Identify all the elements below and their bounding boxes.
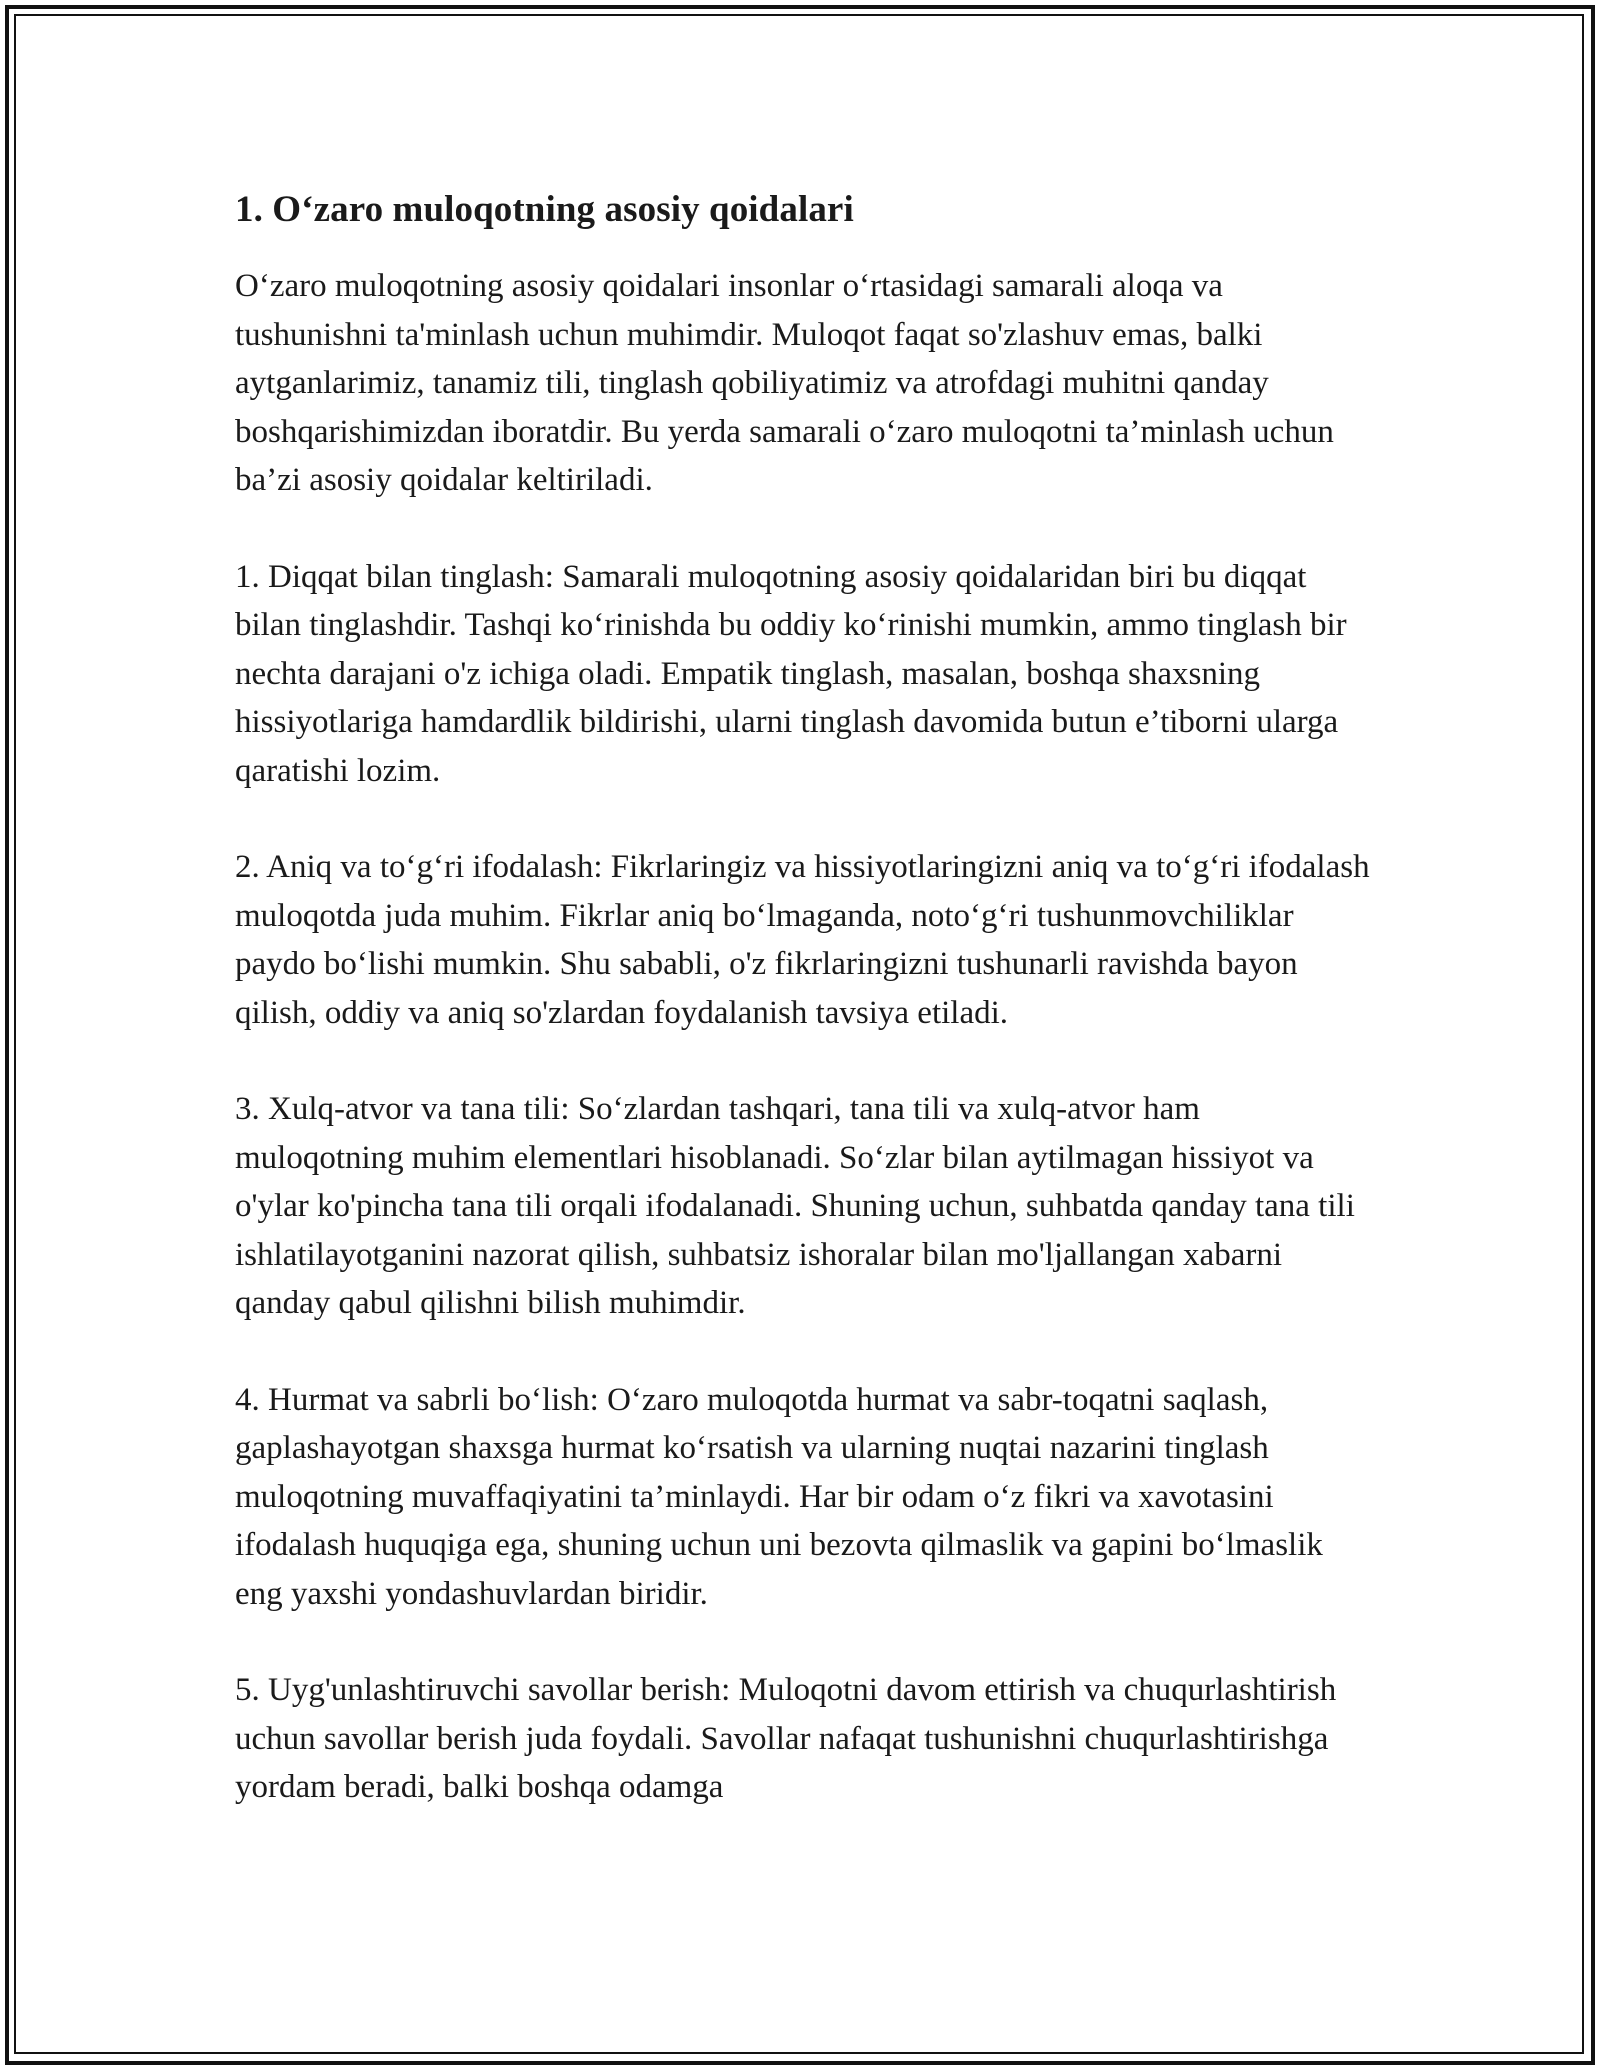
intro-paragraph: Oʻzaro muloqotning asosiy qoidalari insonlar oʻrtasidagi samarali aloqa va tushunishni ta'minlash uchun muhimdir. Muloqot faqat so'zlashuv emas, balki aytganlarimiz, tanamiz tili, tinglash qobiliyatimiz va atrofdagi muhitni qanday boshqarishimizdan iboratdir. Bu yerda samarali oʻzaro muloqotni ta’minlash uchun ba’zi asosiy qoidalar keltiriladi. <box>235 268 1334 498</box>
document-body <box>235 186 1370 1860</box>
paragraph-respect: 4. Hurmat va sabrli boʻlish: Oʻzaro muloqotda hurmat va sabr-toqatni saqlash, gaplashayotgan shaxsga hurmat koʻrsatish va ularning nuqtai nazarini tinglash muloqotning muvaffaqiyatini ta’minlaydi. Har bir odam oʻz fikri va xavotasini ifodalash huquqiga ega, shuning uchun uni bezovta qilmaslik va gapini boʻlmaslik eng yaxshi yondashuvlardan biridir. <box>235 1381 1323 1612</box>
section-title: 1. Oʻzaro muloqotning asosiy qoidalari <box>235 189 854 230</box>
paragraph-questions: 5. Uyg'unlashtiruvchi savollar berish: Muloqotni davom ettirish va chuqurlashtirish uchun savollar berish juda foydali. Savollar nafaqat tushunishni chuqurlashtirishga yordam beradi, balki boshqa odamga <box>235 1672 1337 1805</box>
paragraph-listening: 1. Diqqat bilan tinglash: Samarali muloqotning asosiy qoidalaridan biri bu diqqat bilan tinglashdir. Tashqi koʻrinishda bu oddiy koʻrinishi mumkin, ammo tinglash bir nechta darajani o'z ichiga oladi. Empatik tinglash, masalan, boshqa shaxsning hissiyotlariga hamdardlik bildirishi, ularni tinglash davomida butun e’tiborni ularga qaratishi lozim. <box>235 558 1347 789</box>
paragraph-expression: 2. Aniq va toʻgʻri ifodalash: Fikrlaringiz va hissiyotlaringizni aniq va toʻgʻri ifodalash muloqotda juda muhim. Fikrlar aniq boʻlmaganda, notoʻgʻri tushunmovchiliklar paydo boʻlishi mumkin. Shu sababli, o'z fikrlaringizni tushunarli ravishda bayon qilish, oddiy va aniq so'zlardan foydalanish tavsiya etiladi. <box>235 849 1370 1031</box>
paragraph-body-language: 3. Xulq-atvor va tana tili: Soʻzlardan tashqari, tana tili va xulq-atvor ham muloqotning muhim elementlari hisoblanadi. Soʻzlar bilan aytilmagan hissiyot va o'ylar ko'pincha tana tili orqali ifodalanadi. Shuning uchun, suhbatda qanday tana tili ishlatilayotganini nazorat qilish, suhbatsiz ishoralar bilan mo'ljallangan xabarni qanday qabul qilishni bilish muhimdir. <box>235 1091 1355 1321</box>
